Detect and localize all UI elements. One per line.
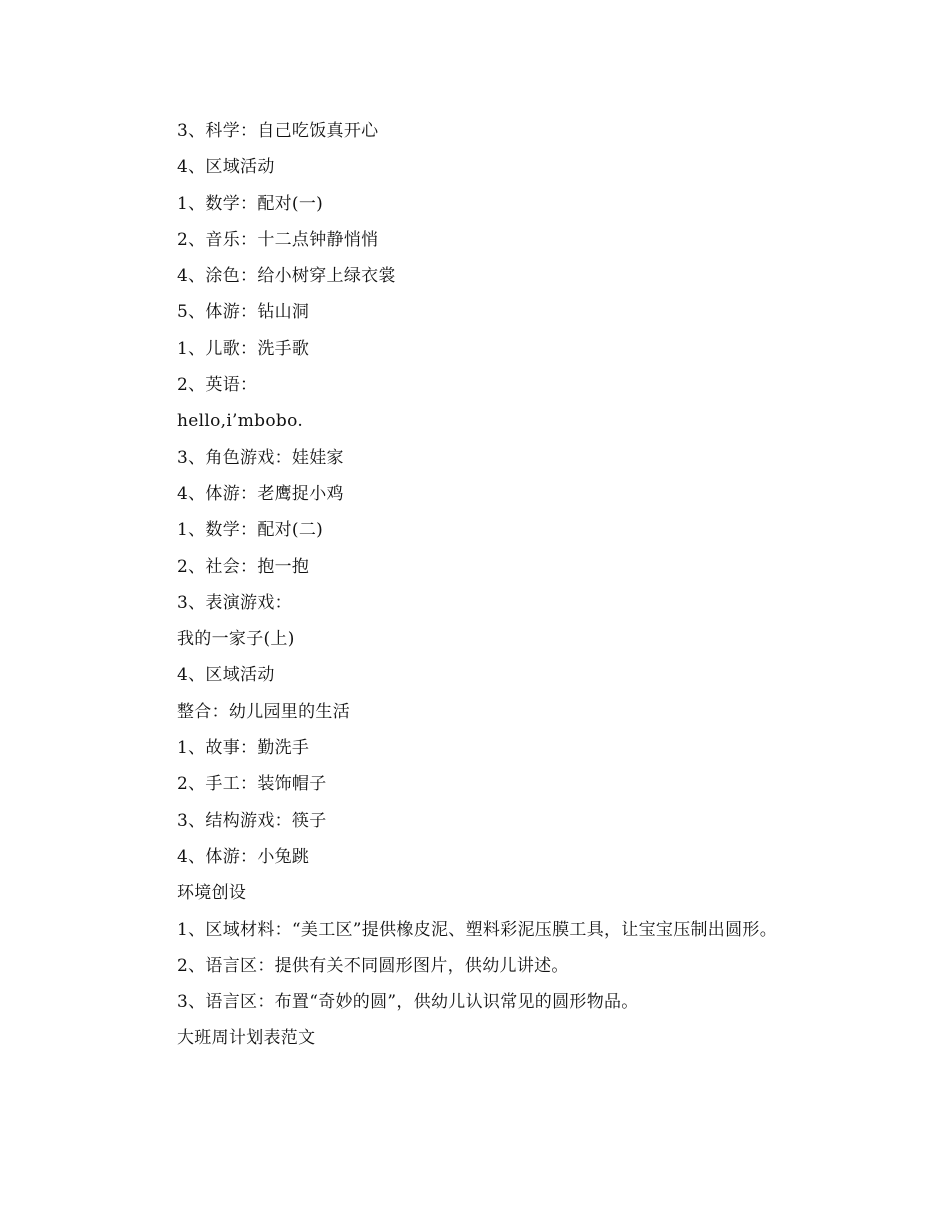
text-line: 4、区域活动: [177, 157, 275, 178]
text-line: 2、手工：装饰帽子: [177, 774, 327, 795]
text-line: 5、体游：钻山洞: [177, 302, 310, 323]
text-line: 整合：幼儿园里的生活: [177, 701, 350, 722]
text-line: 1、儿歌：洗手歌: [177, 338, 310, 359]
text-line: 4、体游：老鹰捉小鸡: [177, 483, 344, 504]
paragraph-language-area-2: 3、语言区：布置“奇妙的圆”，供幼儿认识常见的圆形物品。: [177, 992, 639, 1013]
text-line: 3、表演游戏：: [177, 592, 292, 613]
paragraph-area-materials: 1、区域材料：“美工区”提供橡皮泥、塑料彩泥压膜工具，让宝宝压制出圆形。: [177, 919, 777, 940]
text-line: 3、结构游戏：筷子: [177, 810, 327, 831]
text-line: 2、音乐：十二点钟静悄悄: [177, 229, 379, 250]
text-line: 1、故事：勤洗手: [177, 738, 310, 759]
text-line: 3、科学：自己吃饭真开心: [177, 121, 379, 141]
text-line: 2、社会：抱一抱: [177, 556, 310, 577]
text-line: 4、区域活动: [177, 665, 275, 686]
text-line: 4、涂色：给小树穿上绿衣裳: [177, 266, 396, 287]
text-line: 我的一家子(上): [177, 629, 295, 650]
text-line: 1、数学：配对(一): [177, 193, 324, 214]
section-heading-environment: 环境创设: [177, 883, 247, 904]
paragraph-language-area-1: 2、语言区：提供有关不同圆形图片，供幼儿讲述。: [177, 955, 569, 976]
closing-title: 大班周计划表范文: [177, 1028, 316, 1049]
text-line: 3、角色游戏：娃娃家: [177, 447, 344, 468]
text-line: 2、英语：: [177, 375, 258, 396]
text-line: hello,i’mbobo.: [177, 411, 304, 432]
text-line: 1、数学：配对(二): [177, 520, 324, 541]
text-line: 4、体游：小兔跳: [177, 846, 310, 867]
document-body: [141, 113, 811, 1057]
